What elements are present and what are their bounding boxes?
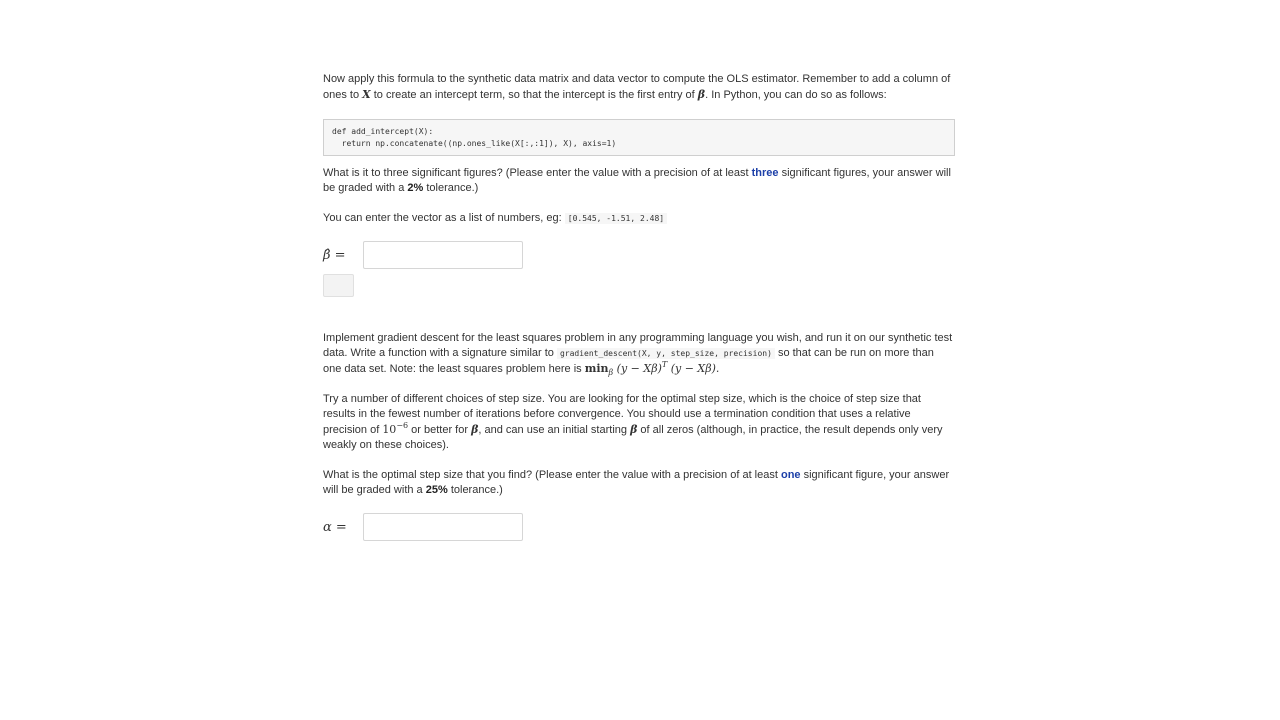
code-block: [323, 119, 955, 156]
precision-formula: $10^{-6}$: [382, 421, 409, 436]
beta-symbol: β: [630, 423, 638, 436]
alpha-answer-row: [323, 513, 955, 541]
gradient-descent-instructions: Implement gradient descent for the least squares problem in any programming language you wish, and run it on our synthetic test data. Write a function with a signature similar to gradient_descent(X, y, step_size, precision) so that can be run on more than one data set. Note: the least squares problem here is $\min_\beta (y - X\beta)^T$ (y − Xβ).: [323, 332, 953, 377]
matrix-x-symbol: X: [362, 88, 371, 101]
step-size-instructions: Try a number of different choices of step size. You are looking for the optimal step size, which is the choice of step size that results in the fewest number of iterations before convergence. You should use a termination condition that uses a relative precision of $10^{-6}$ or better for β, and can use an initial starting β of all zeros (although, in practice, the result depends only very weakly on these choices).: [323, 393, 943, 451]
precision-highlight: three: [751, 167, 779, 179]
beta-symbol: β: [471, 423, 479, 436]
tolerance-value: 25%: [425, 484, 448, 496]
vector-example: [0.545, -1.51, 2.48]: [565, 213, 667, 224]
step-size-question: What is the optimal step size that you find? (Please enter the value with a precision of at least one significant figure, your answer will be graded with a 25% tolerance.): [323, 469, 950, 496]
beta-answer-row: [323, 241, 955, 269]
beta-symbol: β: [697, 88, 706, 101]
ols-question: What is it to three significant figures? (Please enter the value with a precision of at least three significant figures, your answer will be graded with a 2% tolerance.): [323, 167, 951, 194]
code-line: return np.concatenate((np.ones_like(X[:,:1]), X), axis=1): [332, 139, 617, 148]
precision-highlight: one: [780, 469, 801, 481]
least-squares-formula: $\min_\beta (y - X\beta)^T$ (y − Xβ).: [584, 360, 720, 377]
alpha-label: α =: [323, 519, 347, 535]
beta-hat-label: β̂ =: [323, 247, 346, 263]
code-line: def add_intercept(X):: [332, 127, 434, 136]
submit-button[interactable]: [323, 274, 354, 297]
problem-content: [323, 72, 955, 541]
ols-instructions: Now apply this formula to the synthetic data matrix and data vector to compute the OLS estimator. Remember to add a column of ones to X to create an intercept term, so that the intercept is the first entry of β. In Python, you can do so as follows:: [323, 73, 951, 101]
tolerance-value: 2%: [407, 182, 424, 194]
function-signature: gradient_descent(X, y, step_size, precision): [557, 348, 775, 359]
beta-answer-input[interactable]: [363, 241, 523, 269]
alpha-answer-input[interactable]: [363, 513, 523, 541]
vector-hint: You can enter the vector as a list of numbers, eg: [0.545, -1.51, 2.48]: [323, 211, 955, 226]
